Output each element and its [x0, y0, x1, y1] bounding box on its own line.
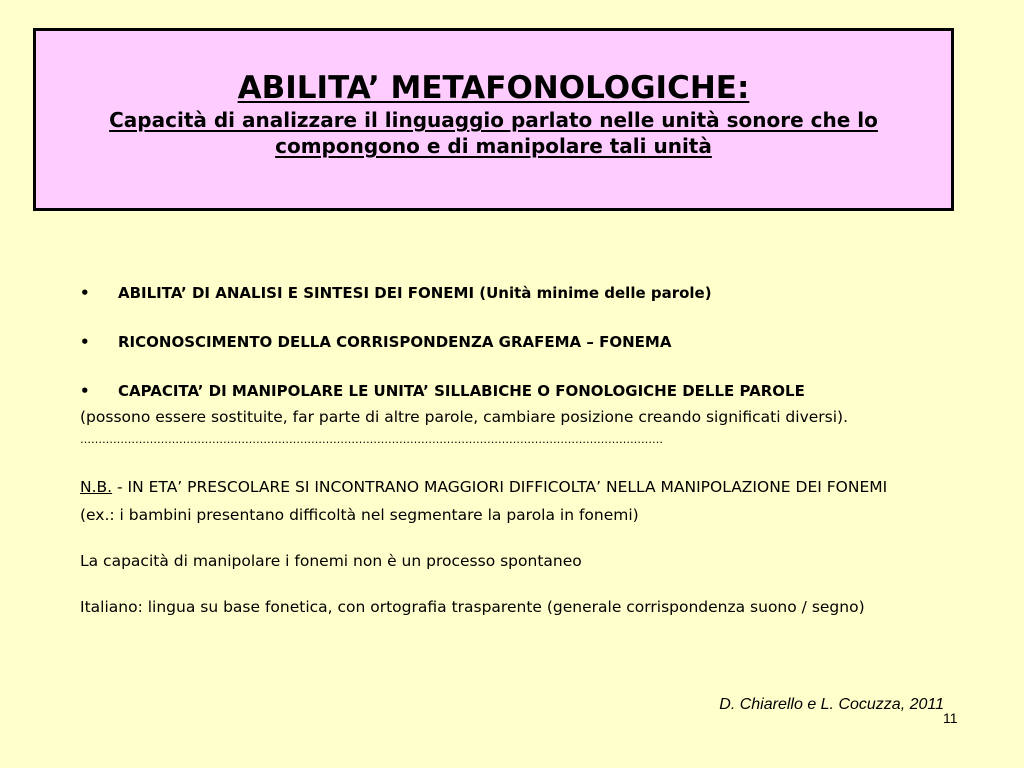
- bullet-dot: •: [80, 333, 90, 351]
- author-credit: D. Chiarello e L. Cocuzza, 2011: [719, 696, 944, 713]
- bullet-item-manipulation: [80, 383, 940, 400]
- slide-title: ABILITA’ METAFONOLOGICHE:: [237, 70, 750, 106]
- bullet-item-recognition: [80, 334, 940, 351]
- bullet-item-analysis: [80, 285, 940, 302]
- title-box: [33, 28, 954, 211]
- bullet-text: CAPACITA’ DI MANIPOLARE LE UNITA’ SILLABICHE O FONOLOGICHE DELLE PAROLE: [118, 382, 805, 400]
- statement-text: La capacità di manipolare i fonemi non è un processo spontaneo: [80, 552, 582, 570]
- bullet-text: RICONOSCIMENTO DELLA CORRISPONDENZA GRAFEMA – FONEMA: [118, 333, 672, 351]
- bullet-dot: •: [80, 382, 90, 400]
- examples-note: (possono essere sostituite, far parte di altre parole, cambiare posizione creando significati diversi).: [80, 408, 849, 426]
- nb-label: N.B.: [80, 478, 113, 496]
- bullet-text: ABILITA’ DI ANALISI E SINTESI DEI FONEMI (Unità minime delle parole): [118, 284, 712, 302]
- nb-note: [80, 479, 940, 496]
- page-number: 11: [943, 710, 958, 726]
- dotted-separator: ……………………………………………………………………………………………………………………………………………: [80, 433, 663, 446]
- slide-subtitle: Capacità di analizzare il linguaggio parlato nelle unità sonore che lo compongono e di manipolare tali unità: [109, 108, 878, 158]
- nb-example: (ex.: i bambini presentano difficoltà nel segmentare la parola in fonemi): [80, 506, 639, 524]
- slide-content: [80, 285, 940, 616]
- bullet-dot: •: [80, 284, 90, 302]
- nb-text: - IN ETA’ PRESCOLARE SI INCONTRANO MAGGIORI DIFFICOLTA’ NELLA MANIPOLAZIONE DEI FONEMI: [112, 478, 888, 496]
- italian-note: Italiano: lingua su base fonetica, con ortografia trasparente (generale corrispondenza suono / segno): [80, 598, 865, 616]
